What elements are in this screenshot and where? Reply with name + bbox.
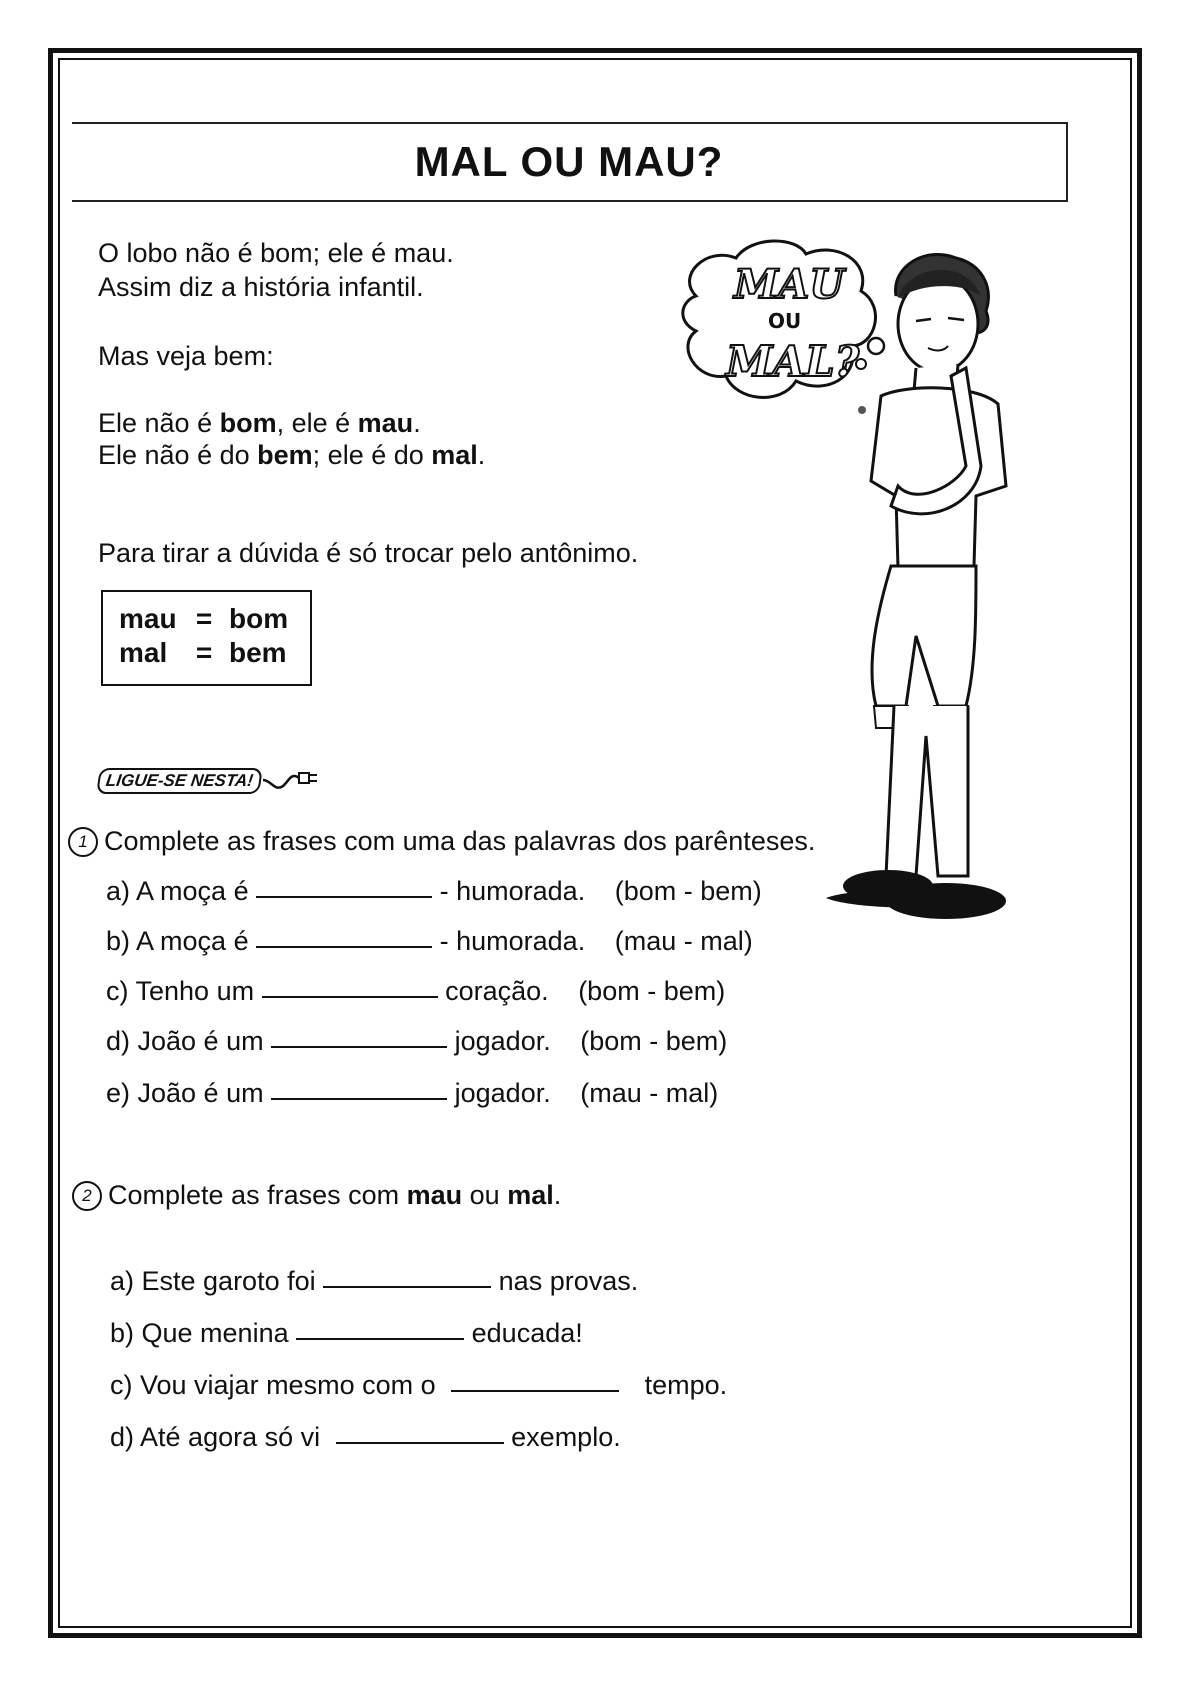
text-segment: Ele não é <box>98 408 220 438</box>
text-segment: , ele é <box>276 408 358 438</box>
sentence-start: b) A moça é <box>106 926 249 956</box>
sentence-end: educada! <box>471 1318 583 1348</box>
sentence-start: d) Até agora só vi <box>110 1422 321 1452</box>
bubble-text-top: MAU <box>734 261 845 308</box>
bubble-text-mid: OU <box>768 309 802 333</box>
sentence-end: tempo. <box>644 1370 728 1400</box>
intro-line-3: Mas veja bem: <box>98 341 274 371</box>
answer-blank[interactable] <box>336 1442 504 1444</box>
exercise-2-item-c <box>110 1370 727 1401</box>
answer-blank[interactable] <box>256 946 432 948</box>
ligue-se-tag <box>98 768 321 794</box>
instruction-text: . <box>553 1180 562 1210</box>
instruction-text: ou <box>462 1180 508 1210</box>
equals-sign: = <box>195 637 213 668</box>
word-options: (bom - bem) <box>580 1026 728 1056</box>
antonym-word: mau <box>119 603 177 634</box>
bold-word: mau <box>406 1180 463 1210</box>
intro-line-6: Para tirar a dúvida é só trocar pelo antônimo. <box>98 538 639 568</box>
plug-icon <box>261 768 321 794</box>
text-segment: . <box>413 408 421 438</box>
sentence-start: e) João é um <box>106 1078 264 1108</box>
bubble-text-bottom: MAL? <box>726 337 860 386</box>
word-options: (bom - bem) <box>614 876 762 906</box>
sentence-end: jogador. <box>454 1026 551 1056</box>
intro-line-4 <box>98 408 421 439</box>
answer-blank[interactable] <box>271 1046 447 1048</box>
exercise-1-item-a <box>106 876 762 907</box>
bold-word: mal <box>507 1180 554 1210</box>
exercise-1-item-c <box>106 976 725 1007</box>
antonym-word: mal <box>119 637 168 668</box>
exercise-2-instruction <box>72 1180 561 1211</box>
bold-word: mal <box>431 440 478 470</box>
antonym-row <box>119 636 310 670</box>
instruction-text: Complete as frases com <box>108 1180 407 1210</box>
answer-blank[interactable] <box>271 1098 447 1100</box>
answer-blank[interactable] <box>256 896 432 898</box>
antonym-opposite: bom <box>229 603 289 634</box>
exercise-2-item-d <box>110 1422 621 1453</box>
bold-word: mau <box>357 408 414 438</box>
text-segment: . <box>477 440 486 470</box>
sentence-start: a) Este garoto foi <box>110 1266 316 1296</box>
page-title: MAL OU MAU? <box>414 138 724 185</box>
thought-bubble <box>683 241 884 414</box>
sentence-end: nas provas. <box>498 1266 639 1296</box>
word-options: (mau - mal) <box>580 1078 719 1108</box>
exercise-number-badge: 2 <box>72 1181 102 1211</box>
equals-sign: = <box>195 603 213 634</box>
exercise-2-item-a <box>110 1266 638 1297</box>
exercise-1-item-e <box>106 1078 718 1109</box>
word-options: (bom - bem) <box>578 976 726 1006</box>
sentence-start: c) Vou viajar mesmo com o <box>110 1370 436 1400</box>
answer-blank[interactable] <box>323 1286 491 1288</box>
intro-line-2: Assim diz a história infantil. <box>98 272 424 302</box>
word-options: (mau - mal) <box>614 926 753 956</box>
text-segment: ; ele é do <box>312 440 432 470</box>
sentence-start: d) João é um <box>106 1026 264 1056</box>
intro-line-5 <box>98 440 485 471</box>
bold-word: bem <box>257 440 313 470</box>
sentence-start: c) Tenho um <box>106 976 255 1006</box>
instruction-text: Complete as frases com uma das palavras dos parênteses. <box>104 826 816 856</box>
sentence-end: coração. <box>445 976 549 1006</box>
ligue-se-label: LIGUE-SE NESTA! <box>96 768 263 794</box>
sentence-end: exemplo. <box>511 1422 621 1452</box>
answer-blank[interactable] <box>451 1390 619 1392</box>
antonym-box <box>101 590 312 686</box>
exercise-1-instruction <box>68 826 815 857</box>
antonym-row <box>119 602 310 636</box>
antonym-opposite: bem <box>229 637 287 668</box>
sentence-start: b) Que menina <box>110 1318 289 1348</box>
answer-blank[interactable] <box>262 996 438 998</box>
exercise-1-item-b <box>106 926 753 957</box>
sentence-start: a) A moça é <box>106 876 249 906</box>
intro-line-1: O lobo não é bom; ele é mau. <box>98 238 454 268</box>
answer-blank[interactable] <box>296 1338 464 1340</box>
text-segment: Ele não é do <box>98 440 258 470</box>
exercise-number-badge: 1 <box>68 827 98 857</box>
sentence-end: - humorada. <box>439 926 586 956</box>
bold-word: bom <box>219 408 277 438</box>
exercise-1-item-d <box>106 1026 727 1057</box>
boy-thinking-illustration <box>676 236 1056 976</box>
sentence-end: jogador. <box>454 1078 551 1108</box>
title-banner <box>72 122 1068 202</box>
sentence-end: - humorada. <box>439 876 586 906</box>
exercise-2-item-b <box>110 1318 583 1349</box>
